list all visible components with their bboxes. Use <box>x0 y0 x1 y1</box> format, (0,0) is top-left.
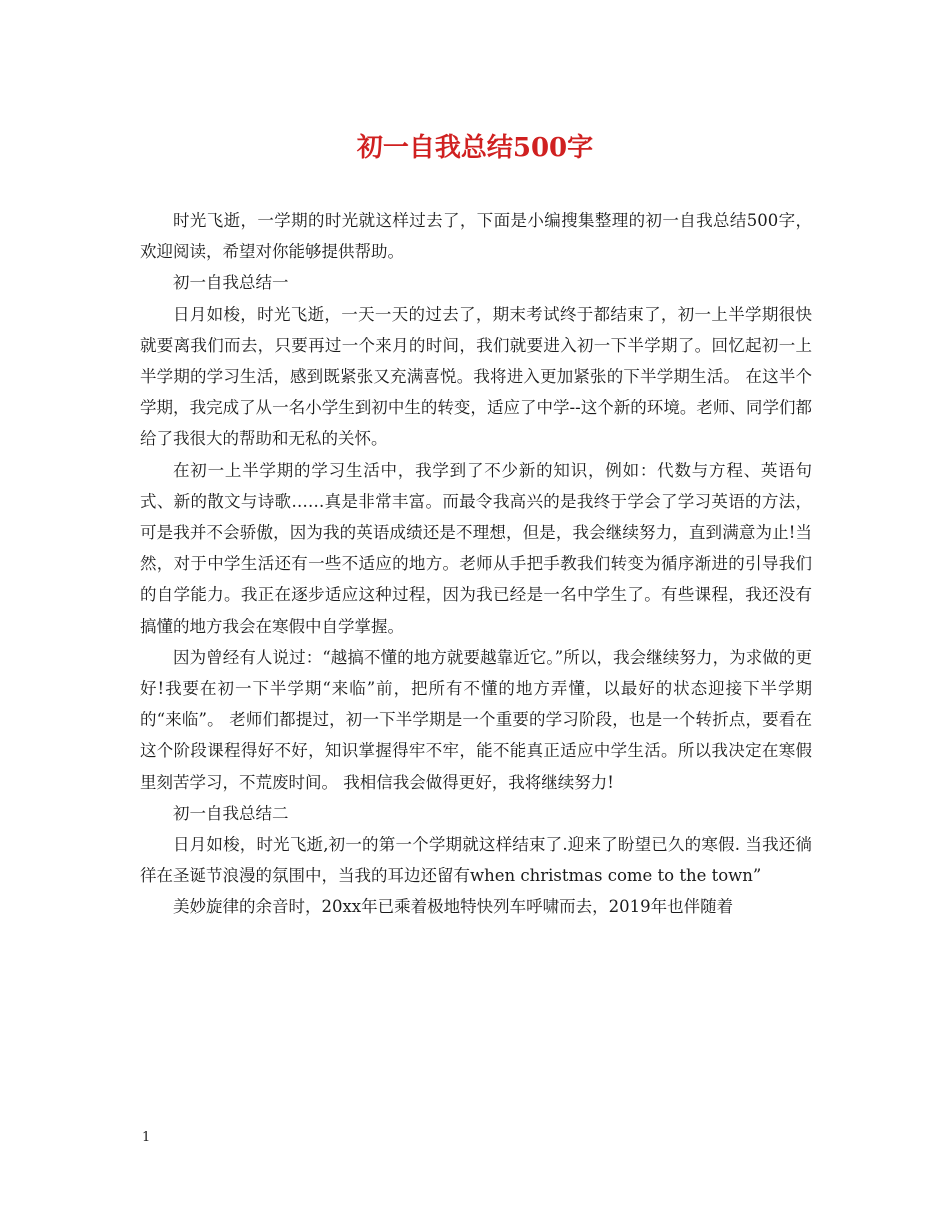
body-paragraph: 因为曾经有人说过：“越搞不懂的地方就要越靠近它。”所以，我会继续努力，为求做的更好!我要在初一下半学期“来临”前，把所有不懂的地方弄懂，以最好的状态迎接下半学期的“来临”。 老师们都提过，初一下半学期是一个重要的学习阶段，也是一个转折点，要看在这个阶段课程得好不好，知识掌握得牢不牢，能不能真正适应中学生活。所以我决定在寒假里刻苦学习，不荒废时间。 我相信我会做得更好，我将继续努力! <box>140 647 812 792</box>
page-number: 1 <box>142 1130 151 1145</box>
document-body <box>140 205 812 923</box>
intro-paragraph: 时光飞逝，一学期的时光就这样过去了，下面是小编搜集整理的初一自我总结500字，欢迎阅读，希望对你能够提供帮助。 <box>140 211 812 262</box>
body-paragraph: 日月如梭，时光飞逝，一天一天的过去了，期末考试终于都结束了，初一上半学期很快就要离我们而去，只要再过一个来月的时间，我们就要进入初一下半学期了。回忆起初一上半学期的学习生活，感到既紧张又充满喜悦。我将进入更加紧张的下半学期生活。 在这半个学期，我完成了从一名小学生到初中生的转变，适应了中学--这个新的环境。老师、同学们都给了我很大的帮助和无私的关怀。 <box>140 304 812 449</box>
section-heading-two: 初一自我总结二 <box>173 803 289 823</box>
body-paragraph: 美妙旋律的余音时，20xx年已乘着极地特快列车呼啸而去，2019年也伴随着 <box>173 897 734 917</box>
body-paragraph: 日月如梭，时光飞逝,初一的第一个学期就这样结束了.迎来了盼望已久的寒假. 当我还徜徉在圣诞节浪漫的氛围中，当我的耳边还留有when christmas come to the town” <box>140 835 812 886</box>
document-title: 初一自我总结500字 <box>356 133 594 163</box>
section-heading-one: 初一自我总结一 <box>173 273 289 293</box>
body-paragraph: 在初一上半学期的学习生活中，我学到了不少新的知识，例如：代数与方程、英语句式、新的散文与诗歌……真是非常丰富。而最令我高兴的是我终于学会了学习英语的方法，可是我并不会骄傲，因为我的英语成绩还是不理想，但是，我会继续努力，直到满意为止!当然，对于中学生活还有一些不适应的地方。老师从手把手教我们转变为循序渐进的引导我们的自学能力。我正在逐步适应这种过程，因为我已经是一名中学生了。有些课程，我还没有搞懂的地方我会在寒假中自学掌握。 <box>140 460 812 636</box>
